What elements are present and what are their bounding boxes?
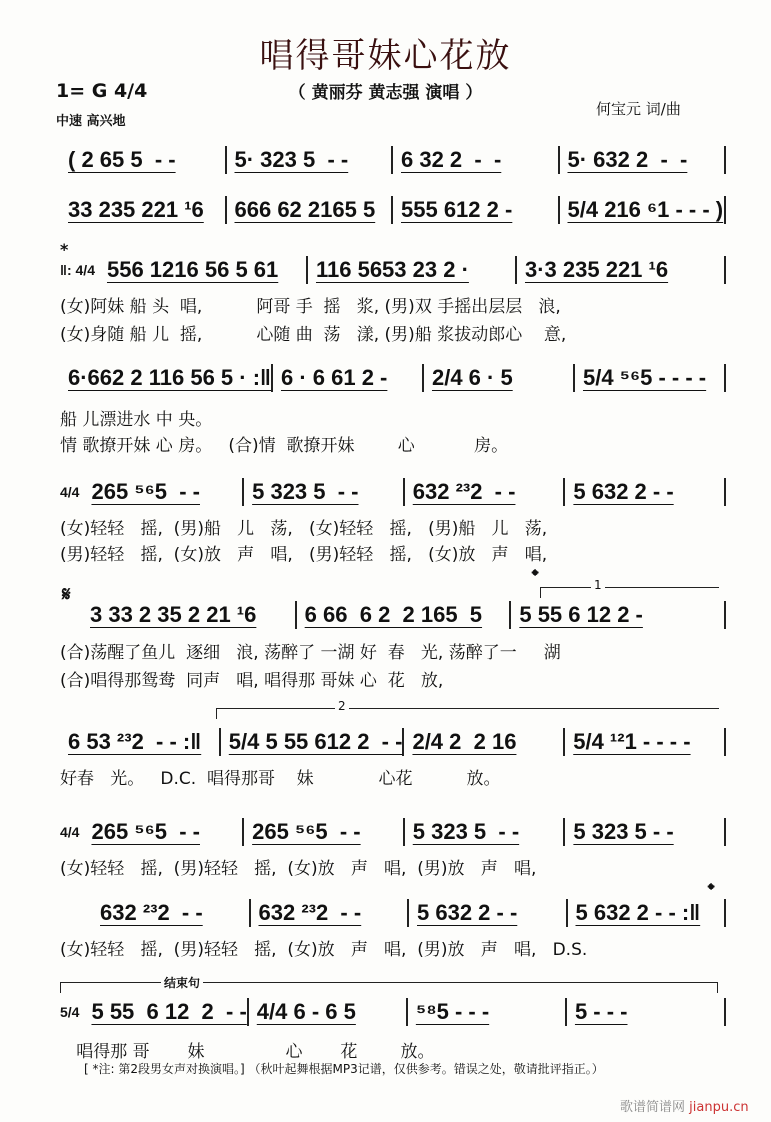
score-system — [60, 145, 726, 175]
lyrics-line: (合)唱得那鸳鸯 同声 唱, 唱得那 哥妹 心 花 放, — [60, 671, 444, 691]
measure: ⁵⁸5 - - - — [408, 998, 567, 1026]
measure: 116 5653 23 2 · — [308, 256, 517, 284]
measure: 5 - - - — [567, 998, 726, 1026]
measure: 3 33 2 35 2 21 ¹6 — [60, 601, 297, 629]
measure: ( 2 65 5 - - — [60, 146, 227, 174]
watermark-domain: jianpu.cn — [689, 1100, 749, 1115]
measure: 6·662 2 116 56 5 · :‖ — [60, 364, 273, 392]
volta-1-bracket — [540, 578, 719, 598]
lyrics-line: (女)轻轻 摇, (男)轻轻 摇, (女)放 声 唱, (男)放 声 唱, D.S. — [60, 940, 588, 960]
lyrics-line: (女)轻轻 摇, (男)轻轻 摇, (女)放 声 唱, (男)放 声 唱, — [60, 859, 537, 879]
time-signature: 4/4 — [60, 484, 80, 500]
composer-credit: 何宝元 词/曲 — [596, 100, 681, 118]
score-system — [60, 600, 726, 630]
time-signature: 5/4 — [60, 1004, 80, 1020]
score-system — [60, 195, 726, 225]
song-title: 唱得哥妹心花放 — [259, 36, 512, 76]
measure: 632 ²³2 - - — [60, 899, 251, 927]
time-signature: 4/4 — [60, 824, 80, 840]
measure: 5/4 ⁵⁶5 - - - - — [575, 364, 726, 392]
watermark-site: 歌谱简谱网 — [620, 1100, 686, 1115]
lyrics-line: (女)身随 船 儿 摇, 心随 曲 荡 漾, (男)船 浆拔动郎心 意, — [60, 325, 567, 345]
score-system — [60, 898, 726, 928]
score-system — [60, 997, 726, 1027]
coda-icon: 𝄌 — [532, 566, 539, 587]
score-system — [60, 363, 726, 393]
watermark — [620, 1096, 749, 1115]
volta-2-label: 2 — [335, 699, 349, 713]
volta-1-label: 1 — [591, 578, 605, 592]
measure: 6 53 ²³2 - - :‖ — [60, 728, 221, 756]
measure: 5 323 5 - - — [565, 818, 726, 846]
measure: 2/4 2 2 16 — [404, 728, 565, 756]
measure: 5 632 2 - - :‖ — [568, 899, 727, 927]
volta-2-bracket — [216, 699, 719, 719]
measure: 5 55 6 12 2 - - — [83, 998, 248, 1026]
footnote-star: * — [60, 240, 69, 259]
measure: 3·3 235 221 ¹6 — [517, 256, 726, 284]
ending-label: 结束句 — [161, 974, 203, 991]
score-system — [60, 727, 726, 757]
measure: 33 235 221 ¹6 — [60, 196, 227, 224]
score-system — [60, 255, 726, 285]
ending-bracket — [60, 976, 718, 993]
score-system — [60, 817, 726, 847]
measure: 5/4 ¹²1 - - - - — [565, 728, 726, 756]
coda-icon-2: 𝄌 — [708, 880, 715, 901]
measure: 5/4 216 ⁶1 - - - ) — [560, 196, 727, 224]
measure: 5 323 5 - - — [405, 818, 566, 846]
singers: （ 黄丽芬 黄志强 演唱 ） — [288, 83, 483, 103]
measure: 5 323 5 - - — [244, 478, 405, 506]
lyrics-line: 情 歌撩开妹 心 房。 (合)情 歌撩开妹 心 房。 — [60, 436, 509, 456]
measure: 265 ⁵⁶5 - - — [83, 818, 244, 846]
lyrics-line: (合)荡醒了鱼儿 逐细 浪, 荡醉了 一湖 好 春 光, 荡醉了一 湖 — [60, 643, 561, 663]
measure: 556 1216 56 5 61 — [99, 256, 308, 284]
measure: 6 32 2 - - — [393, 146, 560, 174]
measure: 666 62 2165 5 — [227, 196, 394, 224]
measure: 5 632 2 - - — [565, 478, 726, 506]
measure: 6 · 6 61 2 - — [273, 364, 424, 392]
lyrics-line: (女)轻轻 摇, (男)船 儿 荡, (女)轻轻 摇, (男)船 儿 荡, — [60, 519, 548, 539]
measure: 632 ²³2 - - — [405, 478, 566, 506]
lyrics-line: (女)阿妹 船 头 唱, 阿哥 手 摇 浆, (男)双 手摇出层层 浪, — [60, 297, 561, 317]
score-system — [60, 477, 726, 507]
segno-icon: 𝄋 — [62, 582, 71, 606]
measure: 4/4 6 - 6 5 — [249, 998, 408, 1026]
measure: 2/4 6 · 5 — [424, 364, 575, 392]
measure: 5· 323 5 - - — [227, 146, 394, 174]
lyrics-line: 好春 光。 D.C. 唱得那哥 妹 心花 放。 — [60, 769, 501, 789]
measure: 6 66 6 2 2 165 5 — [297, 601, 512, 629]
measure: 5 632 2 - - — [409, 899, 568, 927]
key-signature: 1= G 4/4 — [56, 80, 148, 102]
measure: 5 55 6 12 2 - — [511, 601, 726, 629]
tempo-marking: 中速 高兴地 — [56, 114, 126, 129]
measure: 265 ⁵⁶5 - - — [244, 818, 405, 846]
footnote: [ *注: 第2段男女声对换演唱。] （秋叶起舞根据MP3记谱，仅供参考。错误之处，敬请批评指正。） — [84, 1062, 604, 1076]
lyrics-line: (男)轻轻 摇, (女)放 声 唱, (男)轻轻 摇, (女)放 声 唱, — [60, 545, 548, 565]
time-signature: ‖: 4/4 — [60, 262, 95, 278]
measure: 265 ⁵⁶5 - - — [83, 478, 244, 506]
measure: 632 ²³2 - - — [251, 899, 410, 927]
measure: 5/4 5 55 612 2 - - — [221, 728, 405, 756]
lyrics-line: 唱得那 哥 妹 心 花 放。 — [60, 1042, 435, 1062]
measure: 5· 632 2 - - — [560, 146, 727, 174]
measure: 555 612 2 - — [393, 196, 560, 224]
lyrics-line: 船 儿漂进水 中 央。 — [60, 410, 213, 430]
